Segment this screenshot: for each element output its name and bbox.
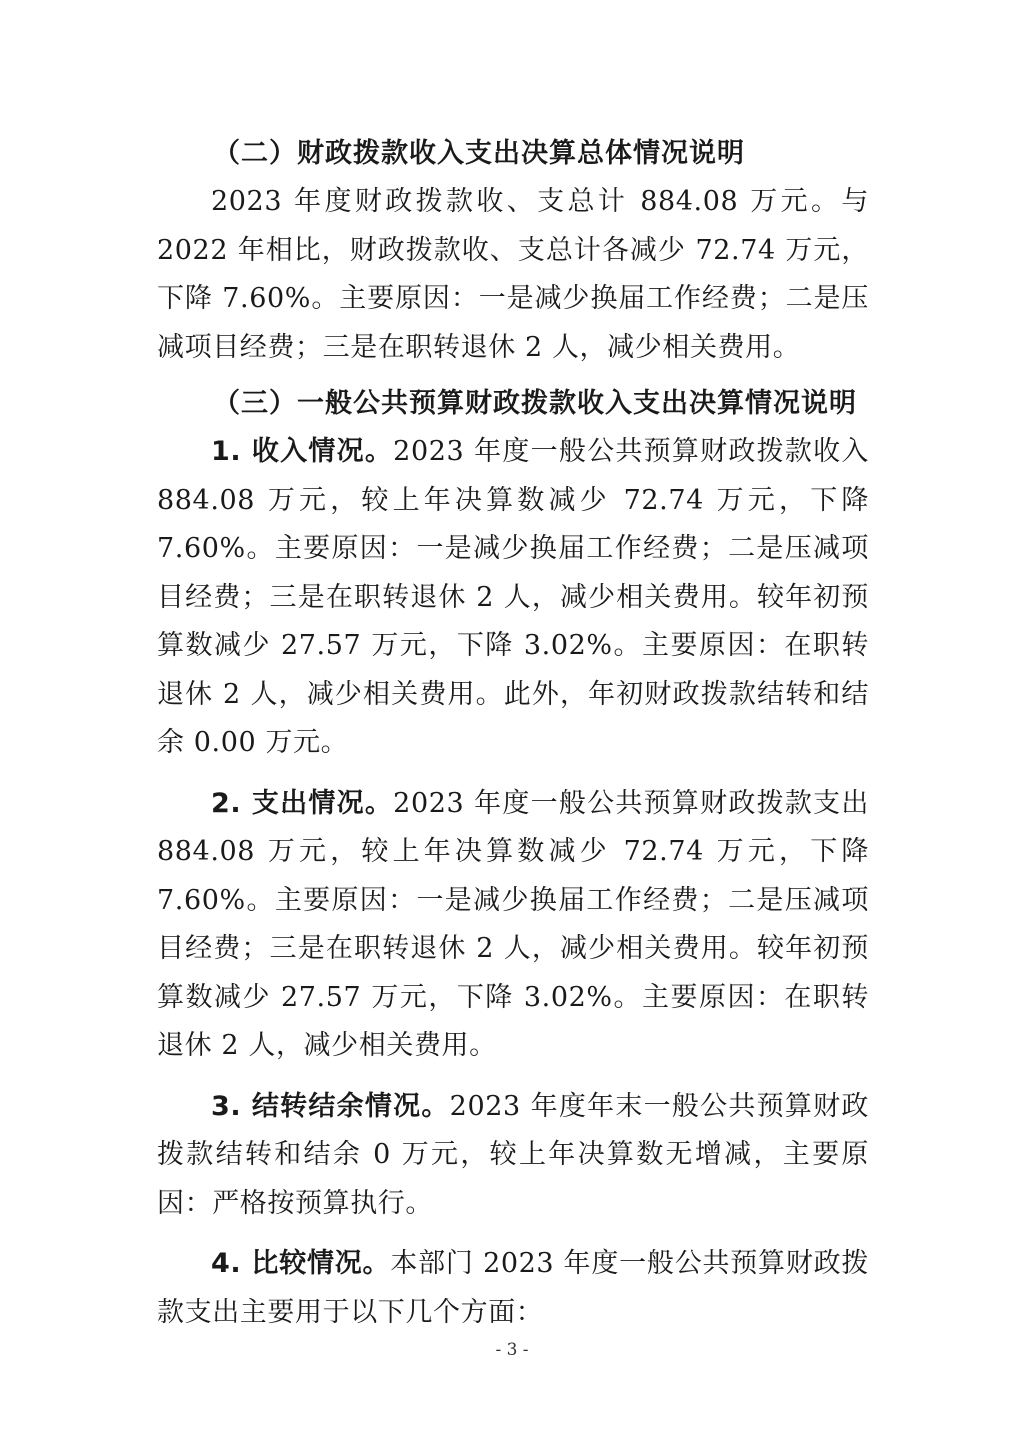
section-2-paragraph: 2023 年度财政拨款收、支总计 884.08 万元。与 2022 年相比，财政拨款收、支总计各减少 72.74 万元，下降 7.60%。主要原因：一是减少换届工作经费；二是压减项目经费；三是在职转退休 2 人，减少相关费用。 [157,186,869,363]
item-carryover [157,1083,869,1229]
item-comparison-lead: 4. 比较情况。 [211,1248,391,1279]
item-comparison [157,1240,869,1337]
item-expenditure [157,780,869,1071]
item-income [157,428,869,768]
section-heading-3: （三）一般公共预算财政拨款收入支出决算情况说明 [213,388,857,419]
document-page [157,130,869,1337]
item-income-lead: 1. 收入情况。 [211,436,394,467]
item-expenditure-lead: 2. 支出情况。 [211,787,394,819]
item-comparison-text: 本部门 2023 年度一般公共预算财政拨款支出主要用于以下几个方面： [157,1248,869,1328]
item-carryover-lead: 3. 结转结余情况。 [211,1090,450,1122]
page-number: - 3 - [495,1340,529,1360]
item-carryover-text: 2023 年度年末一般公共预算财政拨款结转和结余 0 万元，较上年决算数无增减，主要原因：严格按预算执行。 [157,1090,869,1219]
item-income-text: 2023 年度一般公共预算财政拨款收入 884.08 万元，较上年决算数减少 72.74 万元，下降 7.60%。主要原因：一是减少换届工作经费；二是压减项目经费；三是在职转退休 2 人，减少相关费用。较年初预算数减少 27.57 万元，下降 3.02%。主要原因：在职转退休 2 人，减少相关费用。此外，年初财政拨款结转和结余 0.00 万元。 [157,436,869,758]
section-heading-2: （二）财政拨款收入支出决算总体情况说明 [213,138,745,169]
item-expenditure-text: 2023 年度一般公共预算财政拨款支出 884.08 万元，较上年决算数减少 72.74 万元，下降 7.60%。主要原因：一是减少换届工作经费；二是压减项目经费；三是在职转退休 2 人，减少相关费用。较年初预算数减少 27.57 万元，下降 3.02%。主要原因：在职转退休 2 人，减少相关费用。 [157,787,869,1061]
